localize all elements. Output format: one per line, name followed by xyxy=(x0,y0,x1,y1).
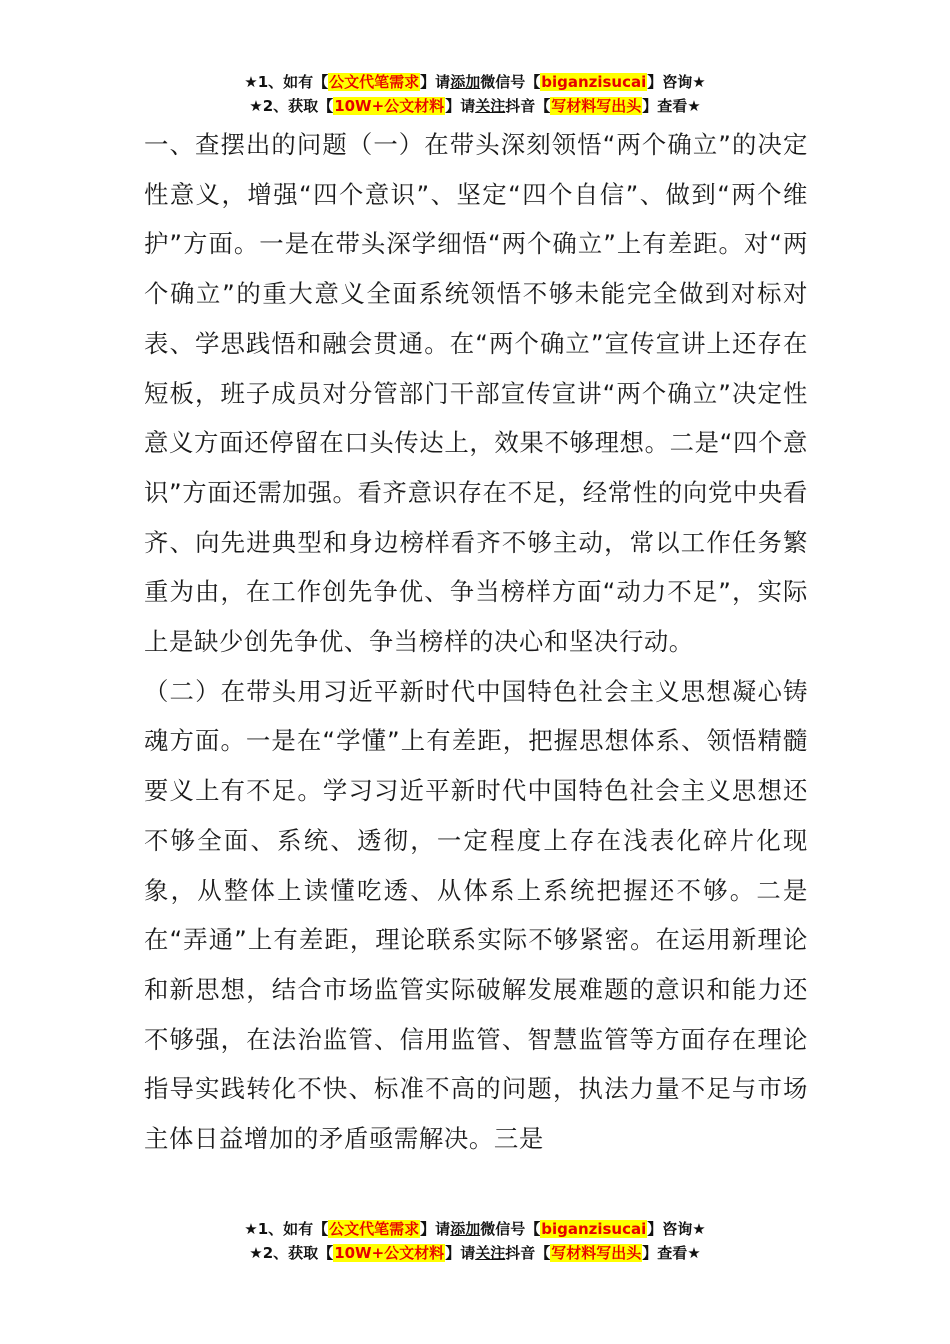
banner-text: 抖音【 xyxy=(505,97,551,115)
paragraph: （二）在带头用习近平新时代中国特色社会主义思想凝心铸魂方面。一是在“学懂”上有差距，把握思想体系、领悟精髓要义上有不足。学习习近平新时代中国特色社会主义思想还不够全面、系统、透彻，一定程度上存在浅表化碎片化现象，从整体上读懂吃透、从体系上系统把握还不够。二是在“弄通”上有差距，理论联系实际不够紧密。在运用新理论和新思想，结合市场监管实际破解发展难题的意识和能力还不够强，在法治监管、信用监管、智慧监管等方面存在理论指导实践转化不快、标准不高的问题，执法力量不足与市场主体日益增加的矛盾亟需解决。三是 xyxy=(144,676,808,1154)
paragraph: 一、查摆出的问题（一）在带头深刻领悟“两个确立”的决定性意义，增强“四个意识”、坚定“四个自信”、做到“两个维护”方面。一是在带头深学细悟“两个确立”上有差距。对“两个确立”的重大意义全面系统领悟不够未能完全做到对标对表、学思践悟和融会贯通。在“两个确立”宣传宣讲上还存在短板，班子成员对分管部门干部宣传宣讲“两个确立”决定性意义方面还停留在口头传达上，效果不够理想。二是“四个意识”方面还需加强。看齐意识存在不足，经常性的向党中央看齐、向先进典型和身边榜样看齐不够主动，常以工作任务繁重为由，在工作创先争优、争当榜样方面“动力不足”，实际上是缺少创先争优、争当榜样的决心和坚决行动。 xyxy=(144,130,808,657)
banner-line-1 xyxy=(0,1217,950,1241)
banner-text: 微信号【 xyxy=(480,73,541,91)
banner-text: ★2、获取【 xyxy=(249,97,334,115)
banner-text: 】请 xyxy=(445,97,476,115)
banner-text: 】咨询★ xyxy=(647,1220,706,1238)
banner-line-2 xyxy=(0,94,950,118)
emphasis-text: 添加 xyxy=(450,1220,481,1238)
banner-text: ★1、如有【 xyxy=(244,73,329,91)
banner-text: 】请 xyxy=(420,73,451,91)
header-banner xyxy=(0,70,950,118)
banner-line-2 xyxy=(0,1241,950,1265)
wechat-id: biganzisucai xyxy=(541,73,647,91)
highlight-text: 公文代笔需求 xyxy=(329,73,420,91)
banner-text: 抖音【 xyxy=(505,1244,551,1262)
douyin-account: 写材料写出头 xyxy=(551,1244,642,1262)
emphasis-text: 关注 xyxy=(475,97,506,115)
emphasis-text: 添加 xyxy=(450,73,481,91)
emphasis-text: 关注 xyxy=(475,1244,506,1262)
banner-text: ★1、如有【 xyxy=(244,1220,329,1238)
banner-text: ★2、获取【 xyxy=(249,1244,334,1262)
footer-banner xyxy=(0,1217,950,1265)
banner-text: 】查看★ xyxy=(642,1244,701,1262)
banner-text: 】请 xyxy=(420,1220,451,1238)
highlight-text: 10W+公文材料 xyxy=(334,97,445,115)
banner-text: 】查看★ xyxy=(642,97,701,115)
document-body xyxy=(144,120,808,1164)
banner-text: 】咨询★ xyxy=(647,73,706,91)
banner-text: 微信号【 xyxy=(480,1220,541,1238)
highlight-text: 10W+公文材料 xyxy=(334,1244,445,1262)
wechat-id: biganzisucai xyxy=(541,1220,647,1238)
highlight-text: 公文代笔需求 xyxy=(329,1220,420,1238)
douyin-account: 写材料写出头 xyxy=(551,97,642,115)
banner-text: 】请 xyxy=(445,1244,476,1262)
banner-line-1 xyxy=(0,70,950,94)
